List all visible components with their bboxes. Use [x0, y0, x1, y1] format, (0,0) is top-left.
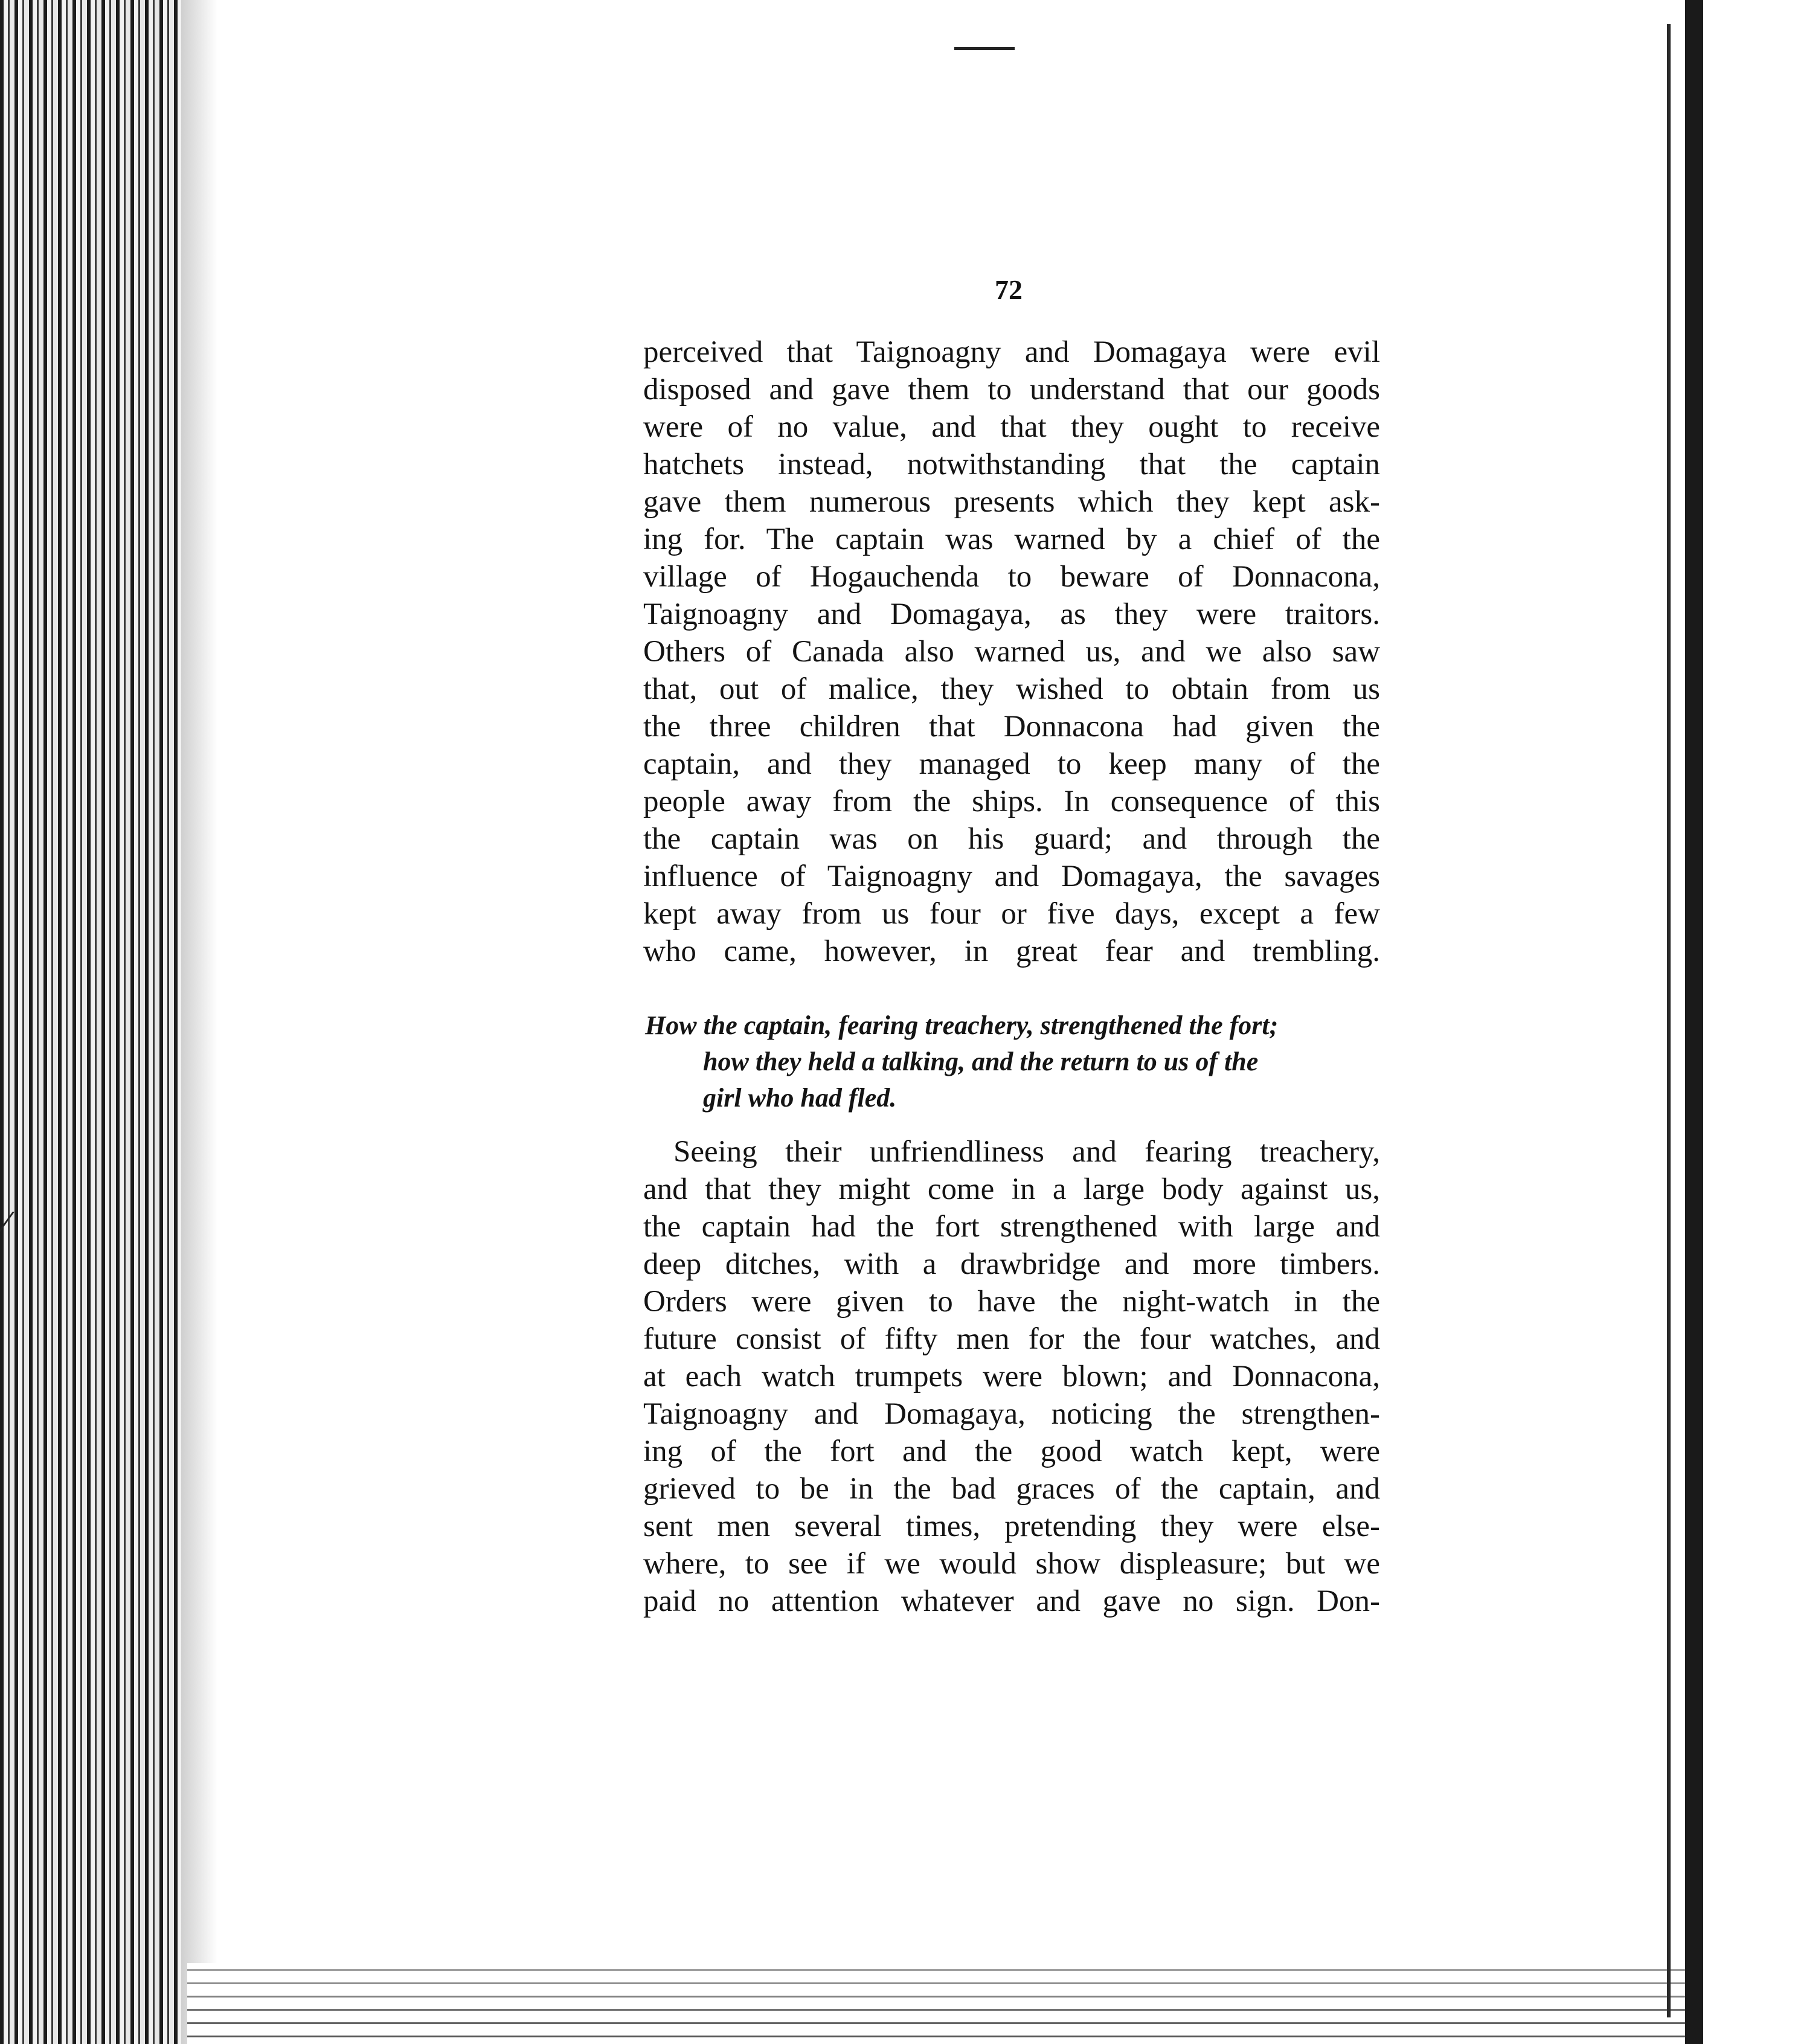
text-line: and that they might come in a large body against us, [643, 1172, 1380, 1206]
text-line: Taignoagny and Domagaya, noticing the strengthen- [643, 1397, 1380, 1431]
text-line: paid no attention whatever and gave no sign. Don- [643, 1584, 1380, 1618]
text-line: that, out of malice, they wished to obtain from us [643, 672, 1380, 706]
paragraph-1 [643, 333, 1380, 970]
book-page-edges-right [1685, 0, 1703, 2044]
section-heading [645, 1008, 1382, 1116]
text-line: ing of the fort and the good watch kept, were [643, 1435, 1380, 1468]
text-line: the three children that Donnacona had given the [643, 710, 1380, 744]
text-line: village of Hogauchenda to beware of Donnacona, [643, 560, 1380, 594]
bottom-edge-fade [187, 1963, 1697, 2044]
text-line: where, to see if we would show displeasure; but we [643, 1547, 1380, 1581]
text-line: grieved to be in the bad graces of the captain, and [643, 1472, 1380, 1506]
text-line: future consist of fifty men for the four watches, and [643, 1322, 1380, 1356]
text-line: Others of Canada also warned us, and we also saw [643, 635, 1380, 669]
right-margin [1703, 0, 1795, 2044]
text-line: influence of Taignoagny and Domagaya, the savages [643, 860, 1380, 893]
text-line: perceived that Taignoagny and Domagaya were evil [643, 335, 1380, 369]
text-line: people away from the ships. In consequence of this [643, 785, 1380, 818]
text-line: sent men several times, pretending they were else- [643, 1509, 1380, 1543]
text-line: gave them numerous presents which they kept ask- [643, 485, 1380, 519]
text-line: captain, and they managed to keep many of the [643, 747, 1380, 781]
text-line: kept away from us four or five days, except a few [643, 897, 1380, 931]
page-number: 72 [995, 274, 1023, 305]
text-line: the captain had the fort strengthened with large and [643, 1210, 1380, 1244]
text-line: Seeing their unfriendliness and fearing treachery, [673, 1135, 1380, 1169]
text-line: deep ditches, with a drawbridge and more timbers. [643, 1247, 1380, 1281]
gutter-shadow [181, 0, 217, 2044]
right-page-line [1667, 24, 1671, 2017]
text-line-last: who came, however, in great fear and trembling. [643, 934, 1380, 968]
heading-line: how they held a talking, and the return to us of the [703, 1047, 1259, 1076]
text-line: were of no value, and that they ought to receive [643, 410, 1380, 444]
margin-pen-mark: ⁄ [0, 1203, 7, 1249]
top-rule-mark [954, 47, 1015, 50]
heading-line: girl who had fled. [703, 1083, 897, 1113]
text-line: disposed and gave them to understand that our goods [643, 373, 1380, 407]
text-line: ing for. The captain was warned by a chief of the [643, 522, 1380, 556]
text-line: Orders were given to have the night-watch in the [643, 1285, 1380, 1319]
text-line: Taignoagny and Domagaya, as they were traitors. [643, 597, 1380, 631]
text-line: hatchets instead, notwithstanding that the captain [643, 448, 1380, 481]
heading-line: How the captain, fearing treachery, strengthened the fort; [645, 1011, 1279, 1040]
text-line: the captain was on his guard; and through the [643, 822, 1380, 856]
paragraph-2 [643, 1133, 1380, 1620]
text-line: at each watch trumpets were blown; and Donnacona, [643, 1360, 1380, 1393]
